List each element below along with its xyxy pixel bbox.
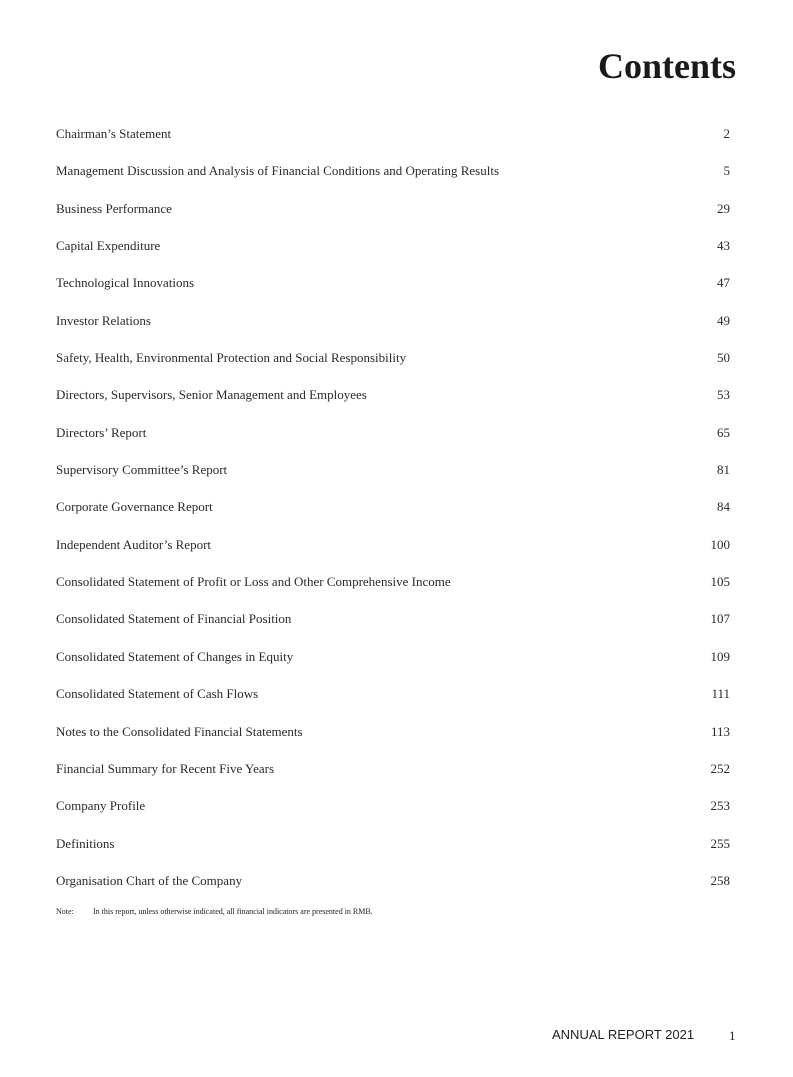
toc-entry-page: 81	[717, 462, 730, 478]
toc-entry-page: 255	[710, 835, 730, 851]
toc-entry[interactable]	[56, 302, 730, 339]
toc-entry[interactable]	[56, 862, 730, 899]
toc-entry-page: 65	[717, 424, 730, 440]
toc-entry-label: Directors’ Report	[56, 424, 147, 440]
toc-entry-page: 47	[717, 275, 730, 291]
toc-entry-page: 253	[710, 798, 730, 814]
toc-entry-label: Investor Relations	[56, 312, 151, 328]
toc-entry[interactable]	[56, 600, 730, 637]
toc-entry[interactable]	[56, 190, 730, 227]
toc-entry-label: Consolidated Statement of Profit or Loss and Other Comprehensive Income	[56, 574, 451, 590]
toc-entry-label: Financial Summary for Recent Five Years	[56, 760, 275, 776]
toc-entry-page: 107	[710, 611, 730, 627]
toc-entry[interactable]	[56, 152, 730, 189]
toc-entry-page: 2	[723, 126, 730, 141]
toc-entry-page: 5	[723, 163, 730, 179]
toc-entry[interactable]	[56, 825, 730, 862]
table-of-contents	[56, 115, 730, 899]
toc-entry-page: 53	[717, 387, 730, 403]
toc-entry[interactable]	[56, 526, 730, 563]
toc-entry[interactable]	[56, 563, 730, 600]
toc-entry-label: Consolidated Statement of Financial Position	[56, 611, 292, 627]
toc-entry-label: Consolidated Statement of Changes in Equity	[56, 648, 294, 664]
toc-entry[interactable]	[56, 488, 730, 525]
toc-entry-page: 113	[710, 723, 730, 739]
toc-entry[interactable]	[56, 227, 730, 264]
toc-entry-label: Supervisory Committee’s Report	[56, 462, 228, 478]
toc-entry[interactable]	[56, 414, 730, 451]
toc-entry[interactable]	[56, 339, 730, 376]
toc-entry-label: Definitions	[56, 835, 115, 851]
toc-entry-page: 105	[710, 574, 730, 590]
toc-entry-page: 100	[710, 536, 730, 552]
toc-entry-label: Capital Expenditure	[56, 238, 161, 254]
toc-entry-page: 43	[717, 238, 730, 254]
footer-report-title: ANNUAL REPORT 2021	[552, 1027, 695, 1042]
toc-entry[interactable]	[56, 115, 730, 152]
toc-entry-page: 111	[711, 686, 730, 702]
toc-entry[interactable]	[56, 750, 730, 787]
toc-entry[interactable]	[56, 787, 730, 824]
toc-entry-page: 252	[710, 760, 730, 776]
toc-entry-label: Consolidated Statement of Cash Flows	[56, 686, 259, 702]
toc-entry-label: Independent Auditor’s Report	[56, 536, 212, 552]
footnote-label: Note:	[56, 907, 74, 916]
toc-entry[interactable]	[56, 376, 730, 413]
toc-entry-label: Business Performance	[56, 200, 172, 216]
toc-entry-label: Chairman’s Statement	[56, 126, 172, 141]
footer-page-number: 1	[729, 1028, 736, 1043]
toc-entry-label: Corporate Governance Report	[56, 499, 213, 515]
toc-entry-label: Management Discussion and Analysis of Financial Conditions and Operating Results	[56, 163, 500, 179]
page-footer	[0, 1026, 793, 1044]
toc-entry[interactable]	[56, 675, 730, 712]
footnote	[56, 907, 373, 917]
toc-entry-page: 29	[717, 200, 730, 216]
toc-entry-label: Safety, Health, Environmental Protection and Social Responsibility	[56, 350, 407, 366]
toc-entry[interactable]	[56, 713, 730, 750]
toc-entry-page: 109	[710, 648, 730, 664]
toc-entry[interactable]	[56, 264, 730, 301]
toc-entry-page: 50	[717, 350, 730, 366]
toc-entry-label: Notes to the Consolidated Financial Statements	[56, 723, 303, 739]
footnote-text: In this report, unless otherwise indicated, all financial indicators are presented in RMB.	[93, 907, 373, 916]
toc-entry-label: Company Profile	[56, 798, 146, 814]
toc-entry-page: 258	[710, 872, 730, 888]
toc-entry-label: Organisation Chart of the Company	[56, 872, 243, 888]
toc-entry-label: Directors, Supervisors, Senior Management and Employees	[56, 387, 367, 403]
toc-entry-page: 49	[717, 312, 730, 328]
page-title: Contents	[597, 46, 736, 86]
toc-entry[interactable]	[56, 638, 730, 675]
toc-entry[interactable]	[56, 451, 730, 488]
toc-entry-page: 84	[717, 499, 730, 515]
toc-entry-label: Technological Innovations	[56, 275, 195, 291]
